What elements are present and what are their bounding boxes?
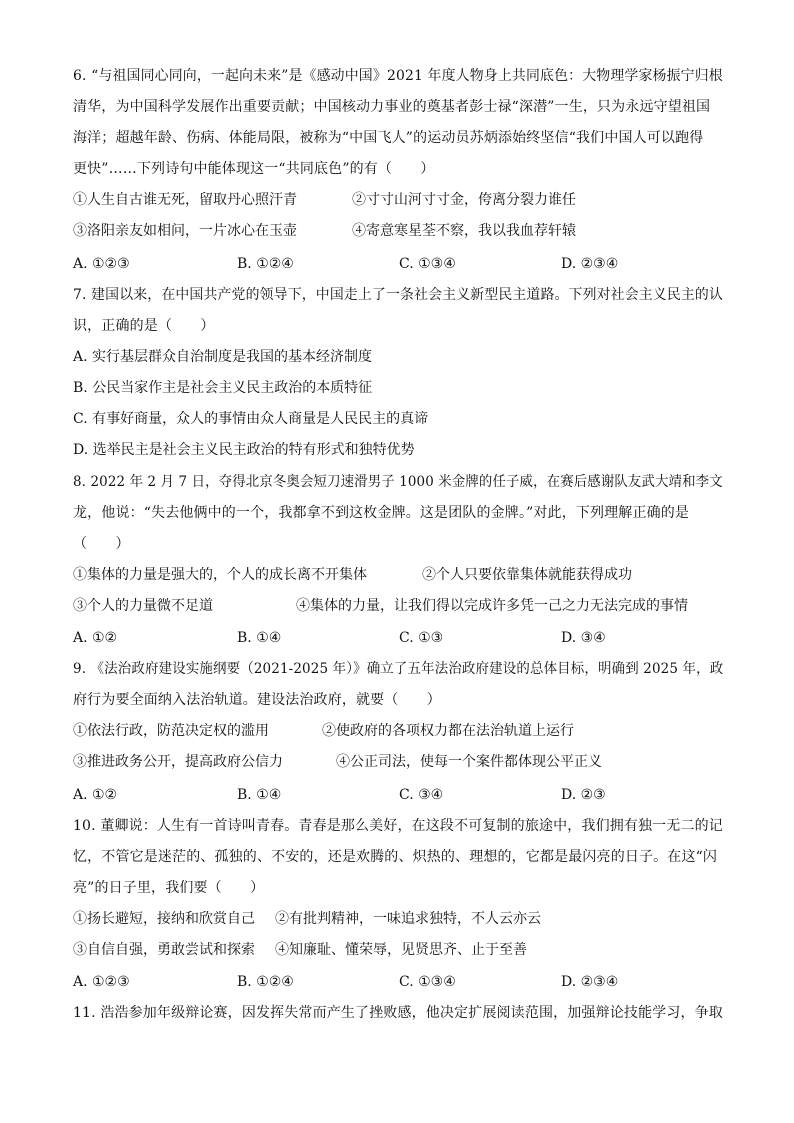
q10-choice-a[interactable]: A. ①②③: [73, 974, 130, 990]
q11-stem-line-1: 11. 浩浩参加年级辩论赛，因发挥失常而产生了挫败感，他决定扩展阅读范围，加强辩论技能学习，争取: [73, 1005, 723, 1021]
q9-choice-d[interactable]: D. ②③: [561, 787, 606, 803]
q10-choice-c[interactable]: C. ①③④: [399, 974, 456, 990]
q9-item-3: ③推进政务公开，提高政府公信力: [73, 754, 283, 770]
q9-item-2: ②使政府的各项权力都在法治轨道上运行: [322, 723, 574, 739]
q6-stem-line-4: 更快”……下列诗句中能体现这一“共同底色”的有（ ）: [73, 161, 435, 177]
q9-choice-c[interactable]: C. ③④: [399, 787, 444, 803]
q8-stem-line-1: 8. 2022 年 2 月 7 日，夺得北京冬奥会短刀速滑男子 1000 米金牌的任子威，在赛后感谢队友武大靖和李文: [73, 474, 723, 490]
q8-choice-a[interactable]: A. ①②: [73, 630, 118, 646]
q6-choice-d[interactable]: D. ②③④: [561, 256, 619, 272]
q8-choice-c[interactable]: C. ①③: [399, 630, 444, 646]
q9-item-4: ④公正司法，使每一个案件都体现公平正义: [336, 754, 602, 770]
q10-stem-line-3: 亮”的日子里，我们要（ ）: [73, 880, 265, 896]
q7-stem-line-1: 7. 建国以来，在中国共产党的领导下，中国走上了一条社会主义新型民主道路。下列对社会主义民主的认: [73, 287, 724, 303]
q8-item-2: ②个人只要依靠集体就能获得成功: [422, 567, 632, 583]
q10-item-2: ②有批判精神，一味追求独特，不人云亦云: [275, 911, 541, 927]
q8-item-4: ④集体的力量，让我们得以完成许多凭一己之力无法完成的事情: [296, 598, 688, 614]
q6-item-2: ②寸寸山河寸寸金，侉离分裂力谁任: [352, 192, 576, 208]
q10-item-4: ④知廉耻、懂荣辱，见贤思齐、止于至善: [275, 942, 527, 958]
q6-stem-line-3: 海洋；超越年龄、伤病、体能局限，被称为“中国飞人”的运动员苏炳添始终坚信“我们中国人可以跑得: [73, 130, 704, 146]
q7-choice-a[interactable]: A. 实行基层群众自治制度是我国的基本经济制度: [73, 349, 373, 365]
q6-item-1: ①人生自古谁无死，留取丹心照汗青: [73, 192, 297, 208]
q8-choice-d[interactable]: D. ③④: [561, 630, 606, 646]
q6-stem-line-2: 清华，为中国科学发展作出重要贡献；中国核动力事业的奠基者彭士禄“深潜”一生，只为永远守望祖国: [73, 99, 711, 115]
q6-choice-b[interactable]: B. ①②④: [237, 256, 294, 272]
q10-item-3: ③自信自强，勇敢尝试和探索: [73, 942, 255, 958]
q7-choice-b[interactable]: B. 公民当家作主是社会主义民主政治的本质特征: [73, 380, 373, 396]
q7-stem-line-2: 识，正确的是（ ）: [73, 318, 215, 334]
q9-item-1: ①依法行政，防范决定权的滥用: [73, 723, 269, 739]
q10-stem-line-1: 10. 董卿说：人生有一首诗叫青春。青春是那么美好，在这段不可复制的旅途中，我们拥有独一无二的记: [73, 818, 723, 834]
q10-item-1: ①扬长避短，接纳和欣赏自己: [73, 911, 255, 927]
q7-choice-c[interactable]: C. 有事好商量，众人的事情由众人商量是人民民主的真谛: [73, 411, 429, 427]
q8-item-3: ③个人的力量微不足道: [73, 598, 213, 614]
q10-choice-d[interactable]: D. ②③④: [561, 974, 619, 990]
q6-choice-c[interactable]: C. ①③④: [399, 256, 456, 272]
q9-choice-b[interactable]: B. ①④: [237, 787, 282, 803]
q7-choice-d[interactable]: D. 选举民主是社会主义民主政治的特有形式和独特优势: [73, 442, 415, 458]
q8-stem-line-3: （ ）: [73, 536, 130, 552]
q10-stem-line-2: 忆，不管它是迷茫的、孤独的、不安的，还是欢腾的、炽热的、理想的，它都是最闪亮的日子。在这“闪: [73, 849, 718, 865]
q8-item-1: ①集体的力量是强大的，个人的成长离不开集体: [73, 567, 367, 583]
q8-stem-line-2: 龙，他说：“失去他俩中的一个，我都拿不到这枚金牌。这是团队的金牌。”对此，下列理解正确的是: [73, 505, 690, 521]
q6-stem-line-1: 6. “与祖国同心同向，一起向未来”是《感动中国》2021 年度人物身上共同底色：大物理学家杨振宁归根: [73, 68, 723, 84]
q6-item-4: ④寄意寒星荃不察，我以我血荐轩辕: [352, 223, 576, 239]
q8-choice-b[interactable]: B. ①④: [237, 630, 282, 646]
q9-choice-a[interactable]: A. ①②: [73, 787, 118, 803]
q6-item-3: ③洛阳亲友如相问，一片冰心在玉壶: [73, 223, 297, 239]
q9-stem-line-1: 9. 《法治政府建设实施纲要（2021-2025 年）》确立了五年法治政府建设的总体目标，明确到 2025 年，政: [73, 661, 724, 677]
q6-choice-a[interactable]: A. ①②③: [73, 256, 130, 272]
q9-stem-line-2: 府行为要全面纳入法治轨道。建设法治政府，就要（ ）: [73, 692, 441, 708]
q10-choice-b[interactable]: B. ①②④: [237, 974, 294, 990]
